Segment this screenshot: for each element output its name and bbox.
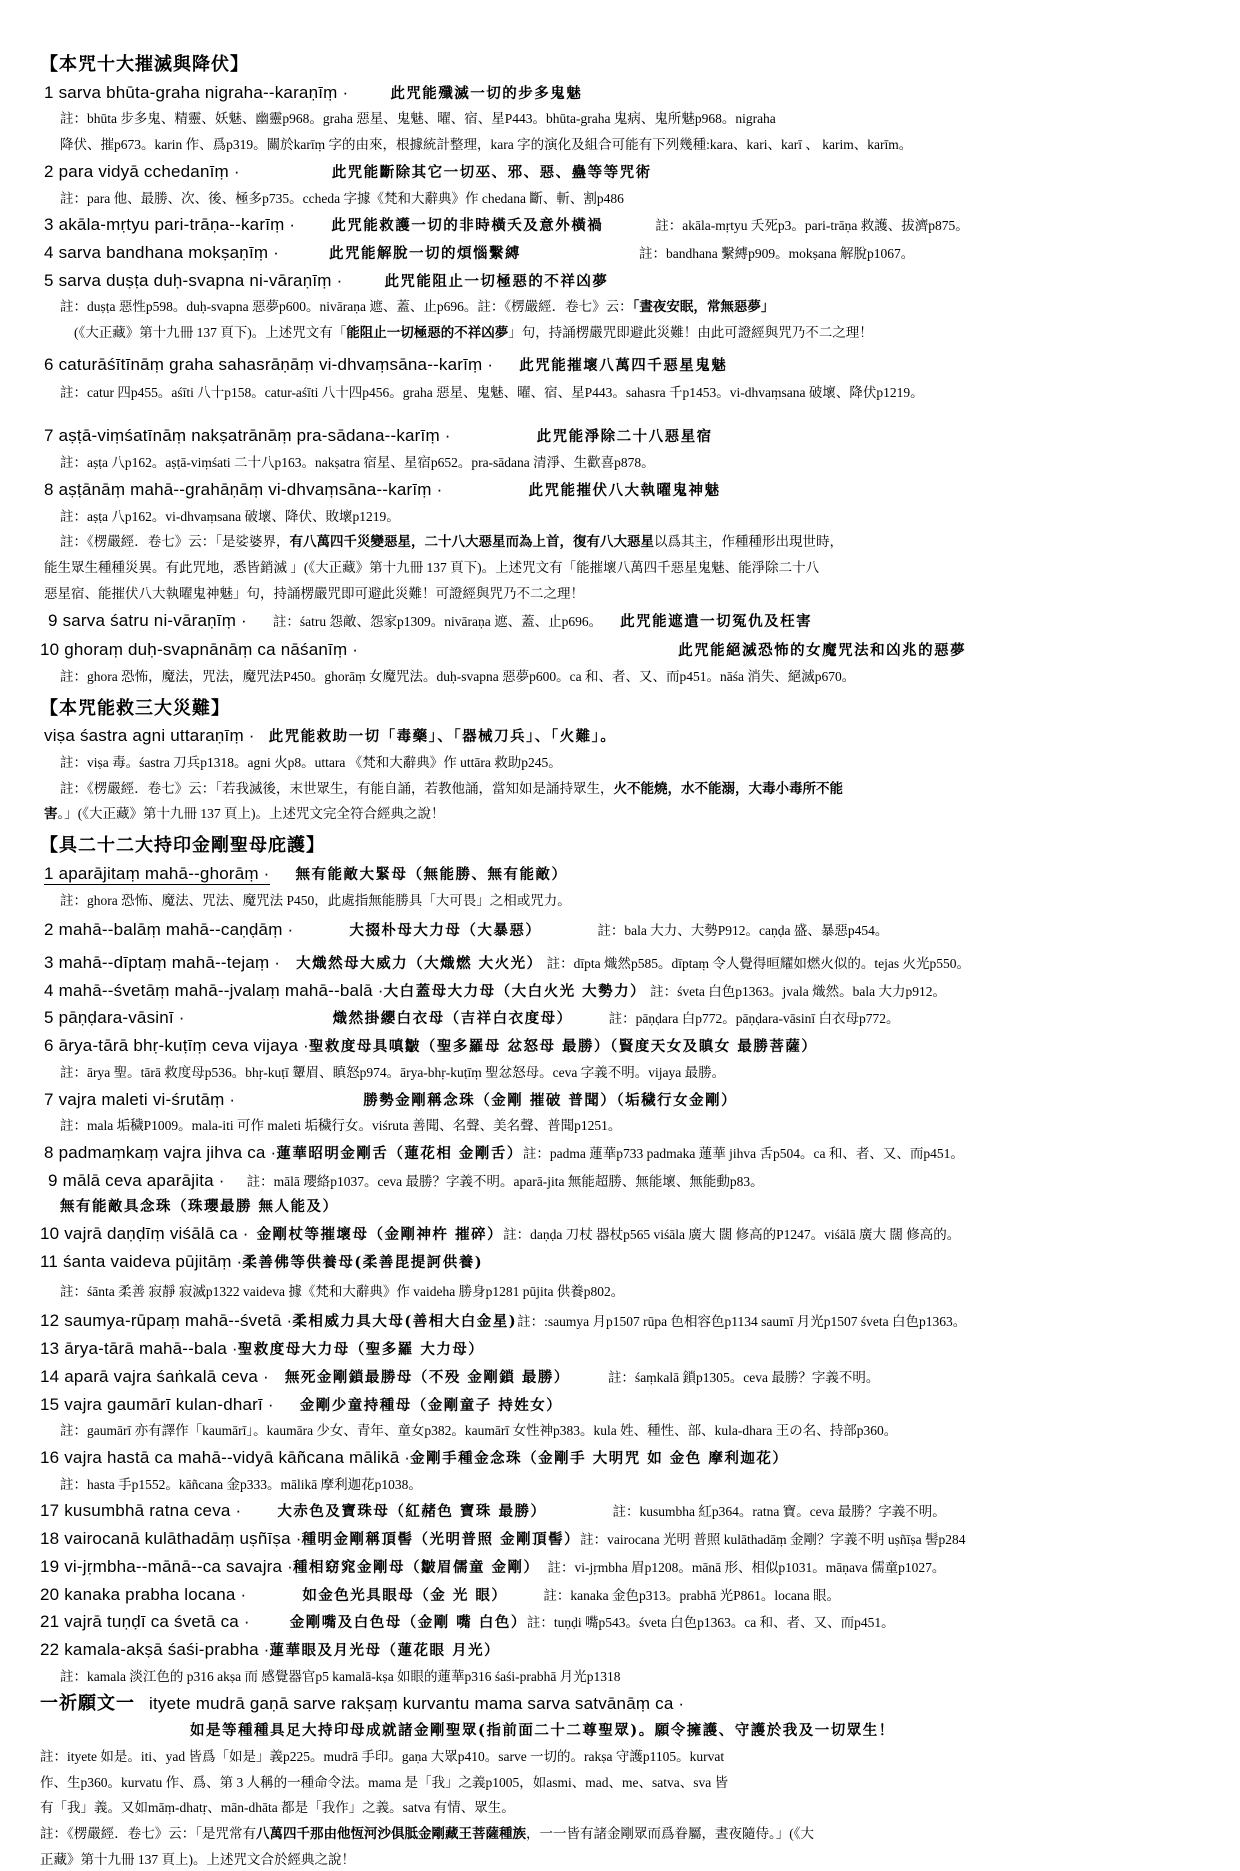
doc-line [44, 424, 1212, 449]
chinese-translation: 蓮華昭明金剛舌（蓮花相 金剛舌） [276, 1145, 523, 1163]
chinese-translation: 柔相威力具大母(善相大白金星) [292, 1313, 518, 1331]
sanskrit-text: 4 sarva bandhana mokṣaṇīṃ · [44, 243, 280, 263]
doc-line [60, 506, 1212, 529]
annotation-note: 註：śānta 柔善 寂靜 寂滅p1322 vaideva 據《梵和大辭典》作 vaideha 勝身p1281 pūjita 供養p802。 [60, 1283, 625, 1299]
sanskrit-text: 9 sarva śatru ni-vāraṇīṃ · [48, 611, 247, 631]
sanskrit-text: ityete mudrā gaṇā sarve rakṣaṃ kurvantu mama sarva satvānāṃ ca · [149, 1694, 685, 1714]
chinese-translation: 此咒能阻止一切極惡的不祥凶夢 [384, 272, 609, 290]
chinese-translation: 金剛手種金念珠（金剛手 大明咒 如 金色 摩利迦花） [410, 1449, 789, 1467]
doc-line [40, 1393, 1212, 1418]
chinese-translation: 此咒能斷除其它一切巫、邪、惡、蠱等等咒術 [331, 163, 652, 181]
annotation-note: 註：duṣṭa 惡性p598。duḥ-svapna 惡夢p600。nivāraṇa 遮、蓋、止p696。註：《楞嚴經．卷七》云： [60, 299, 633, 315]
annotation-note: (《大正藏》第十九冊 137 頁下)。上述咒文有「 [74, 325, 347, 341]
annotation-note: 註：ghora 恐怖，魔法，咒法，魔咒法P450。ghorāṃ 女魔咒法。duḥ-svapna 惡夢p600。ca 和、者、又、而p451。nāśa 消失、絕滅p670。 [60, 668, 856, 684]
sanskrit-text: 5 pāṇḍara-vāsinī · [44, 1008, 185, 1028]
doc-line [48, 609, 1212, 634]
sanskrit-text: 2 para vidyā cchedanīṃ · [44, 161, 240, 181]
annotation-note: 註：kusumbha 紅p364。ratna 寶。ceva 最勝？字義不明。 [612, 1504, 946, 1520]
annotation-note: 註：vairocana 光明 普照 kulāthadāṃ 金剛？字義不明 uṣñīṣa 髻p284 [580, 1532, 966, 1548]
section-header [40, 696, 1212, 722]
annotation-note: 註：hasta 手p1552。kāñcana 金p333。mālikā 摩利迦花p1038。 [60, 1476, 422, 1492]
chinese-translation: 熾然掛纓白衣母（吉祥白衣度母） [332, 1010, 573, 1028]
doc-line [40, 1691, 1212, 1717]
annotation-note: 有「我」義。又如māṃ-dhatṛ、mān-dhāta 都是「我作」之義。satva 有情、眾生。 [40, 1800, 515, 1816]
section-three-disasters [40, 696, 1212, 827]
chinese-translation: 無有能敵大緊母（無能勝、無有能敵） [295, 865, 568, 883]
annotation-note: 註：śveta 白色p1363。jvala 熾然。bala 大力p912。 [650, 983, 946, 999]
doc-line [60, 1281, 1212, 1304]
annotation-note-bold: 有八萬四千災變惡星，二十八大惡星而為上首，復有八大惡星 [289, 534, 654, 550]
doc-line [60, 1474, 1212, 1497]
chinese-translation: 大赤色及寶珠母（紅赭色 寶珠 最勝） [277, 1503, 547, 1521]
annotation-note-bold: 八萬四千那由他恆河沙俱胝金剛藏王菩薩種族 [256, 1826, 526, 1841]
chinese-translation: 此咒能遮遣一切冤仇及枉害 [620, 613, 813, 631]
sanskrit-text: 8 aṣṭānāṃ mahā--grahāṇāṃ vi-dhvaṃsāna--karīṃ · [44, 479, 443, 499]
annotation-note: 註：mālā 瓔絡p1037。ceva 最勝？字義不明。aparā-jita 無能超勝、無能壞、無能動p83。 [246, 1173, 764, 1189]
annotation-note: 註：bhūta 步多鬼、精靈、妖魅、幽靈p968。graha 惡星、鬼魅、曜、宿、星P443。bhūta-graha 鬼病、鬼所魅p968。nigraha [60, 111, 776, 127]
annotation-note: 註：catur 四p455。aśīti 八十p158。catur-aśīti 八十四p456。graha 惡星、鬼魅、曜、宿、星P443。sahasra 千p1453。vi-dhvaṃsana 破壞、降伏p1219。 [60, 384, 924, 400]
sanskrit-text: 7 aṣṭā-viṃśatīnāṃ nakṣatrānāṃ pra-sādana--karīṃ · [44, 426, 451, 446]
doc-line [44, 353, 1212, 378]
doc-line [60, 666, 1212, 689]
annotation-note: 註：para 他、最勝、次、後、極多p735。ccheda 字據《梵和大辭典》作 chedana 斷、斬、割p486 [60, 190, 624, 206]
doc-line [40, 638, 1212, 663]
chinese-translation: 聖救度母大力母（聖多羅 大力母） [237, 1341, 485, 1359]
chinese-translation: 此咒能救護一切的非時橫夭及意外橫禍 [331, 217, 604, 235]
chinese-translation: 此咒能淨除二十八惡星宿 [536, 428, 713, 446]
doc-line [60, 1196, 1212, 1219]
doc-line [60, 778, 1212, 801]
section-header-text: 【具二十二大持印金剛聖母庇護】 [40, 835, 325, 857]
sanskrit-text: 4 mahā--śvetāṃ mahā--jvalaṃ mahā--balā · [44, 980, 384, 1000]
chinese-translation: 如是等種種具足大持印母成就諸金剛聖眾(指前面二十二尊聖眾)。願令擁護、守護於我及一切眾生！ [190, 1722, 895, 1740]
doc-line [40, 1583, 1212, 1608]
annotation-note: 註：bala 大力、大勢P912。caṇḍa 盛、暴惡p454。 [597, 923, 889, 939]
annotation-note: 註：vi-jṛmbha 眉p1208。mānā 形、相似p1031。māṇava 儒童p1027。 [547, 1559, 946, 1575]
sanskrit-text-underlined: 1 aparājitaṃ mahā--ghorāṃ · [44, 863, 270, 883]
doc-line [40, 1823, 1212, 1846]
chinese-translation: 此咒能救助一切「毒藥」、「器械刀兵」、「火難」。 [268, 728, 617, 746]
section-twenty-two-mudra-mothers [40, 833, 1212, 1688]
doc-line [60, 134, 1212, 157]
doc-line [44, 803, 1212, 826]
sanskrit-text: 7 vajra maleti vi-śrutāṃ · [44, 1089, 236, 1109]
chinese-translation: 種明金剛稱頂髻（光明普照 金剛頂髻） [301, 1531, 581, 1549]
annotation-note: 註：mala 垢穢P1009。mala-iti 可作 maleti 垢穢行女。viśruta 善聞、名聲、美名聲、普聞p1251。 [60, 1118, 622, 1134]
chinese-translation: 金剛嘴及白色母（金剛 嘴 白色） [289, 1614, 527, 1632]
doc-line [44, 979, 1212, 1004]
sanskrit-text: 5 sarva duṣṭa duḥ-svapna ni-vāraṇīṃ · [44, 270, 343, 290]
chinese-translation: 聖救度母具嗔皺（聖多羅母 忿怒母 最勝）（賢度天女及瞋女 最勝菩薩） [308, 1038, 818, 1056]
section-prayer [40, 1691, 1212, 1871]
annotation-note: 註：śaṃkalā 鎖p1305。ceva 最勝？字義不明。 [607, 1369, 880, 1385]
doc-line [60, 1420, 1212, 1443]
doc-line [44, 862, 1212, 887]
annotation-note: 。」(《大正藏》第十九冊 137 頁上)。上述咒文完全符合經典之說！ [57, 806, 445, 822]
chinese-translation: 種相窈窕金剛母（皺眉儒童 金剛） [292, 1558, 540, 1576]
annotation-note: 註：ityete 如是。iti、yad 皆爲「如是」義p225。mudrā 手印。gaṇa 大眾p410。sarve 一切的。rakṣa 守護p1105。kurvat [40, 1748, 725, 1764]
annotation-note-bold: 火不能燒，水不能溺，大毒小毒所不能 [613, 780, 843, 796]
document-body [40, 52, 1212, 1871]
doc-line [40, 1746, 1212, 1769]
doc-line [40, 1610, 1212, 1635]
annotation-note: 註：viṣa 毒。śastra 刀兵p1318。agni 火p8。uttara 《梵和大辭典》作 uttāra 救助p245。 [60, 754, 562, 770]
doc-line [60, 108, 1212, 131]
sanskrit-text: 17 kusumbhā ratna ceva · [40, 1501, 242, 1521]
sanskrit-text: 22 kamala-akṣā śaśi-prabha · [40, 1639, 270, 1659]
doc-line [40, 1797, 1212, 1820]
annotation-note: 註：《楞嚴經．卷七》云：「若我滅後，末世眾生，有能自誦，若教他誦，當知如是誦持眾生， [60, 780, 614, 796]
doc-line [44, 478, 1212, 503]
doc-line [40, 1555, 1212, 1580]
sanskrit-text: 19 vi-jṛmbha--mānā--ca savajra · [40, 1556, 293, 1576]
sanskrit-text: 20 kanaka prabha locana · [40, 1584, 247, 1604]
chinese-translation: 無有能敵具念珠（珠瓔最勝 無人能及） [60, 1198, 339, 1216]
sanskrit-text: 16 vajra hastā ca mahā--vidyā kāñcana mālikā · [40, 1447, 411, 1467]
sanskrit-text: 8 padmaṃkaṃ vajra jihva ca · [44, 1143, 277, 1163]
sanskrit-text: 10 ghoraṃ duḥ-svapnānāṃ ca nāśanīṃ · [40, 640, 359, 660]
doc-line [40, 1337, 1212, 1362]
doc-line [40, 1527, 1212, 1552]
sanskrit-text: 18 vairocanā kulāthadāṃ uṣñīṣa · [40, 1529, 302, 1549]
annotation-note: 正藏》第十九冊 137 頁上)。上述咒文合於經典之說！ [40, 1851, 355, 1867]
section-header-text: 【本咒能救三大災難】 [40, 697, 230, 719]
doc-line [60, 1666, 1212, 1689]
annotation-note: 」句，持誦楞嚴咒即避此災難！由此可證經與咒乃不二之理！ [508, 325, 873, 341]
chinese-translation: 大白蓋母大力母（大白火光 大勢力） [383, 982, 647, 1000]
annotation-note: 註：:saumya 月p1507 rūpa 色相容色p1134 saumī 月光p1507 śveta 白色p1363。 [517, 1314, 967, 1330]
doc-line [44, 1034, 1212, 1059]
annotation-note: 註：akāla-mṛtyu 夭死p3。pari-trāṇa 救護、拔濟p875。 [655, 218, 969, 234]
chinese-translation: 大掇朴母大力母（大暴惡） [349, 922, 542, 940]
doc-line [40, 1849, 1212, 1871]
doc-line [44, 269, 1212, 294]
annotation-note: 註：ārya 聖。tārā 救度母p536。bhṛ-kuṭī 顰眉、瞋怒p974。ārya-bhṛ-kuṭīṃ 聖忿怒母。ceva 字義不明。vijaya 最勝。 [60, 1064, 726, 1080]
chinese-translation: 此咒能摧壞八萬四千惡星鬼魅 [519, 356, 728, 374]
doc-line [60, 752, 1212, 775]
annotation-note: 註：padma 蓮華p733 padmaka 蓮華 jihva 舌p504。ca 和、者、又、而p451。 [522, 1146, 964, 1162]
doc-line [44, 583, 1212, 606]
doc-line [60, 890, 1212, 913]
doc-line [60, 1115, 1212, 1138]
sanskrit-text: 12 saumya-rūpaṃ mahā--śvetā · [40, 1311, 293, 1331]
sanskrit-text: 14 aparā vajra śaṅkalā ceva · [40, 1366, 269, 1386]
annotation-note: 註：《楞嚴經．卷七》云：「是咒常有 [40, 1826, 256, 1841]
doc-line [44, 951, 1212, 976]
doc-line [40, 1772, 1212, 1795]
annotation-note: 註：daṇḍa 刀杖 器杖p565 viśāla 廣大 闊 修高的P1247。viśālā 廣大 闊 修高的。 [503, 1227, 961, 1243]
sanskrit-text: 11 śanta vaideva pūjitāṃ · [40, 1251, 243, 1271]
doc-line [40, 1250, 1212, 1275]
chinese-translation: 蓮華眼及月光母（蓮花眼 月光） [269, 1641, 501, 1659]
doc-line [40, 1222, 1212, 1247]
section-header [40, 833, 1212, 859]
sanskrit-text: 2 mahā--balāṃ mahā--caṇḍāṃ · [44, 920, 294, 940]
annotation-note: 註：dīpta 熾然p585。dīptaṃ 令人覺得晅耀如燃火似的。tejas 火光p550。 [546, 956, 971, 971]
sanskrit-text: 9 mālā ceva aparājita · [48, 1170, 225, 1190]
doc-line [44, 724, 1212, 749]
sanskrit-text: 6 ārya-tārā bhṛ-kuṭīṃ ceva vijaya · [44, 1036, 309, 1056]
chinese-translation: 柔善佛等供養母(柔善毘提訶供養) [242, 1253, 484, 1271]
doc-line [44, 557, 1212, 580]
chinese-translation: 大熾然母大威力（大熾燃 大火光） [296, 955, 543, 972]
annotation-note: 註：kanaka 金色p313。prabhā 光P861。locana 眼。 [543, 1587, 840, 1603]
annotation-note: 能生眾生種種災異。有此咒地，悉皆銷滅 」(《大正藏》第十九冊 137 頁下)。上述咒文有「能摧壞八萬四千惡星鬼魅、能淨除二十八 [44, 559, 820, 575]
doc-line [44, 1006, 1212, 1031]
annotation-note: 註：《楞嚴經．卷七》云：「是娑婆界， [60, 534, 290, 550]
doc-line [40, 1499, 1212, 1524]
doc-line [44, 918, 1212, 943]
doc-line [190, 1720, 1212, 1743]
doc-line [40, 1365, 1212, 1390]
annotation-note-bold: 能阻止一切極惡的不祥凶夢 [346, 325, 509, 341]
doc-line [60, 531, 1212, 554]
sanskrit-text: 6 caturāśītīnāṃ graha sahasrāṇāṃ vi-dhvaṃsāna--karīṃ · [44, 354, 494, 374]
section-header-text: 【本咒十大摧滅與降伏】 [40, 54, 249, 75]
annotation-note: 惡星宿、能摧伏八大執曜鬼神魅」句，持誦楞嚴咒即可避此災難！可證經與咒乃不二之理！ [44, 585, 584, 601]
chinese-translation: 金剛少童持種母（金剛童子 持姓女） [299, 1396, 563, 1414]
annotation-note: 註：pāṇḍara 白p772。pāṇḍara-vāsinī 白衣母p772。 [608, 1011, 900, 1027]
chinese-translation: 此咒能摧伏八大執曜鬼神魅 [528, 481, 721, 499]
section-ten-subjugations [40, 52, 1212, 689]
sanskrit-text: 10 vajrā daṇḍīṃ viśālā ca · [40, 1224, 249, 1244]
doc-line [44, 81, 1212, 106]
annotation-note: 作、生p360。kurvatu 作、爲、第 3 人稱的一種命令法。mama 是「我」之義p1005，如asmi、mad、me、satva、sva 皆 [40, 1774, 729, 1790]
sanskrit-text: 15 vajra gaumārī kulan-dharī · [40, 1394, 274, 1414]
annotation-note: 註：śatru 怨敵、怨家p1309。nivāraṇa 遮、蓋、止p696。 [272, 614, 603, 630]
section-header-text: 一祈願文一 [40, 1693, 135, 1715]
doc-line [74, 322, 1212, 345]
sanskrit-text: 13 ārya-tārā mahā--bala · [40, 1339, 238, 1359]
annotation-note-bold: 害 [44, 806, 58, 822]
annotation-note: ，一一皆有諸金剛眾而爲眷屬，晝夜隨侍。」(《大 [526, 1826, 814, 1841]
annotation-note: 註：tuṇḍi 嘴p543。śveta 白色p1363。ca 和、者、又、而p451。 [526, 1615, 895, 1631]
sanskrit-text: 3 mahā--dīptaṃ mahā--tejaṃ · [44, 953, 281, 972]
section-header [40, 52, 1212, 78]
annotation-note: 註：aṣṭa 八p162。vi-dhvaṃsana 破壞、降伏、敗壞p1219。 [60, 508, 400, 524]
annotation-note: 註：bandhana 繫縛p909。mokṣana 解脫p1067。 [639, 246, 915, 262]
doc-line [60, 296, 1212, 319]
annotation-note: 以爲其主，作種種形出現世時， [654, 534, 843, 550]
doc-line [44, 241, 1212, 266]
sanskrit-text: 1 sarva bhūta-graha nigraha--karaṇīṃ · [44, 82, 349, 102]
chinese-translation: 此咒能殲滅一切的步多鬼魅 [390, 84, 583, 102]
doc-line [44, 160, 1212, 185]
doc-line [40, 1638, 1212, 1663]
sanskrit-text: 21 vajrā tuṇḍī ca śvetā ca · [40, 1612, 250, 1632]
doc-line [44, 1088, 1212, 1113]
chinese-translation: 如金色光具眼母（金 光 眼） [302, 1586, 508, 1604]
sanskrit-text: viṣa śastra agni uttaraṇīṃ · [44, 726, 255, 746]
chinese-translation: 金剛杖等摧壞母（金剛神杵 摧碎） [256, 1226, 504, 1244]
doc-line [60, 452, 1212, 475]
chinese-translation: 此咒能絕滅恐怖的女魔咒法和凶兆的惡夢 [678, 642, 967, 660]
doc-line [60, 382, 1212, 405]
doc-line [60, 188, 1212, 211]
annotation-note: 註：ghora 恐怖、魔法、咒法、魔咒法 P450，此處指無能勝具「大可畏」之相或咒力。 [60, 892, 571, 908]
sanskrit-text: 3 akāla-mṛtyu pari-trāṇa--karīṃ · [44, 215, 296, 235]
doc-line [48, 1169, 1212, 1194]
annotation-note: 降伏、摧p673。karin 作、爲p319。關於karīṃ 字的由來，根據統計整理，kara 字的演化及組合可能有下列幾種:kara、kari、karī 、 karim、karīm。 [60, 137, 913, 153]
annotation-note: 註：aṣṭa 八p162。aṣṭā-viṃśati 二十八p163。nakṣatra 宿星、星宿p652。pra-sādana 清淨、生歡喜p878。 [60, 455, 655, 471]
annotation-note-bold: 「晝夜安眠，常無惡夢」 [632, 299, 775, 315]
doc-line [40, 1309, 1212, 1334]
annotation-note: 註：gaumārī 亦有譯作「kaumārī」。kaumāra 少女、青年、童女p382。kaumārī 女性神p383。kula 姓、種性、部、kula-dhara 王の名、持部p360。 [60, 1423, 898, 1439]
doc-line [44, 213, 1212, 238]
doc-line [60, 1062, 1212, 1085]
chinese-translation: 無死金剛鎖最勝母（不殁 金剛鎖 最勝） [284, 1368, 570, 1386]
chinese-translation: 此咒能解脫一切的煩惱繫縛 [329, 245, 522, 263]
doc-line [40, 1446, 1212, 1471]
annotation-note: 註：kamala 淡江色的 p316 akṣa 而 感覺器官p5 kamalā-kṣa 如眼的蓮華p316 śaśi-prabhā 月光p1318 [60, 1668, 621, 1684]
chinese-translation: 勝勢金剛稱念珠（金剛 摧破 普聞）（垢穢行女金剛） [363, 1091, 738, 1109]
doc-line [44, 1141, 1212, 1166]
